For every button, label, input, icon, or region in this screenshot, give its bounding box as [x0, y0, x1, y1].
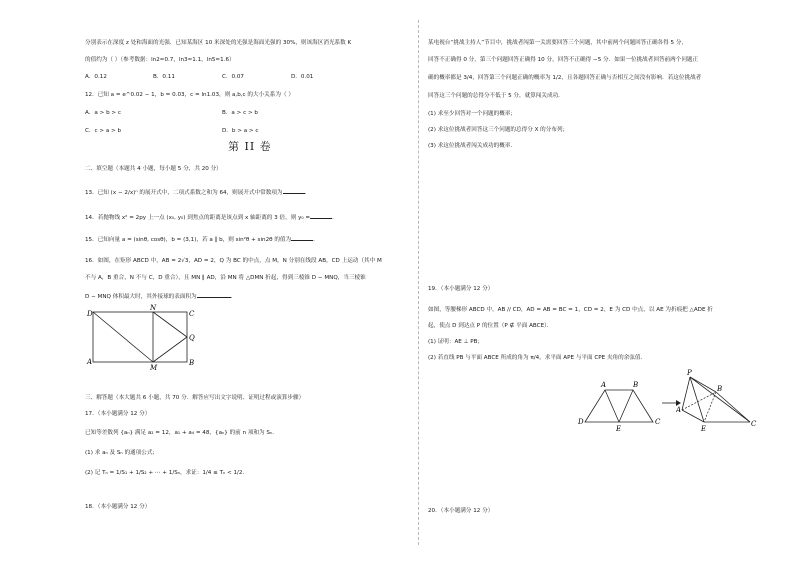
fig2-label-a: A: [601, 381, 607, 389]
q11-line1: 分别表示在深度 z 处和海面的光强．已知某海区 10 米深处的光强是海面光强的 30%，则该海区消光系数 K: [85, 40, 352, 46]
q17-title: 17．（本小题满分 12 分）: [85, 411, 151, 417]
section-three-heading: 三、解答题（本大题共 6 小题，共 70 分．解答应写出文字说明、证明过程或演算步骤）: [85, 395, 305, 401]
q19-title: 19．（本小题满分 12 分）: [428, 286, 494, 292]
fig2-label-c: C: [655, 418, 661, 426]
q16-line3: D − MNQ 体积最大时，其外接球的表面积为 ．: [85, 294, 237, 300]
question-15: 15．已知向量 a = (sinθ, cosθ)，b = (3,1)，若 a ∥ b，则 sin²θ + sin2θ 的值为 ．: [85, 237, 319, 243]
fig1-label-b: B: [189, 359, 195, 367]
q11-line2: 的值约为（ ）（参考数据：ln2≈0.7，ln3≈1.1，ln5≈1.6）: [85, 57, 235, 63]
fig3-label-b: B: [717, 385, 723, 393]
q18-title: 18．（本小题满分 12 分）: [85, 504, 151, 510]
q18-intro-line4: 回答这三个问题的总得分不低于 5 分，就算闯关成功．: [428, 93, 564, 99]
q17-part2: (2) 记 Tₙ = 1/S₁ + 1/S₂ + ⋯ + 1/Sₙ，求证：1/4 ≤ Tₙ < 1/2．: [85, 470, 249, 476]
trapezoid-figure: [573, 372, 663, 434]
q19-part2: (2) 若直线 PB 与平面 ABCE 所成的角为 π/4，求平面 APE 与平面 CPE 夹角的余弦值．: [428, 355, 647, 361]
q18-intro-line2: 回答不正确得 0 分，第三个问题回答正确得 10 分，回答不正确得 −5 分．如果一位挑战者回答前两个问题正: [428, 57, 699, 63]
q18-part3: (3) 求这位挑战者闯关成功的概率．: [428, 143, 517, 149]
q18-part1: (1) 求至少回答对一个问题的概率；: [428, 111, 517, 117]
part-two-title: 第 II 卷: [228, 140, 272, 153]
fig1-label-q: Q: [189, 334, 195, 342]
q18-intro-line3: 确的概率都是 3/4，回答第三个问题正确的概率为 1/2，且各题回答正确与否相互之间没有影响．若这位挑战者: [428, 75, 702, 81]
q12-option-a: A．a > b > c: [85, 110, 121, 116]
q12-option-d: D．b > a > c: [222, 128, 259, 134]
rectangle-fold-figure: [85, 304, 200, 372]
fig2-label-e: E: [616, 425, 622, 433]
q11-option-b: B．0.11: [153, 74, 175, 80]
q16-line1: 16．如图，在矩形 ABCD 中，AB = 2√3，AD = 2，Q 为 BC 的中点，点 M，N 分别在线段 AB，CD 上运动（其中 M: [85, 258, 382, 264]
fig1-label-a: A: [87, 358, 93, 366]
q18-part2: (2) 求这位挑战者回答这三个问题的总得分 X 的分布列；: [428, 127, 569, 133]
question-14: 14．若抛物线 x² = 2py 上一点 (x₀, y₀) 到焦点的距离是该点到 x 轴距离的 3 倍，则 y₀ = ．: [85, 215, 338, 221]
fig1-label-d: D: [87, 310, 93, 318]
fig1-label-c: C: [189, 310, 195, 318]
q17-part1: (1) 求 aₙ 及 Sₙ 的通项公式；: [85, 450, 159, 456]
q11-option-a: A．0.12: [85, 74, 107, 80]
q11-option-c: C．0.07: [222, 74, 244, 80]
fig3-label-a: A: [676, 406, 682, 414]
column-divider: [418, 20, 419, 545]
section-two-heading: 二、填空题（本题共 4 小题，每小题 5 分，共 20 分）: [85, 166, 222, 172]
fig3-label-e: E: [701, 425, 707, 433]
fig3-label-p: P: [687, 369, 692, 377]
fig2-label-d: D: [578, 418, 584, 426]
q18-intro-line1: 某电视台“挑战主持人”节目中，挑战者闯第一关需要回答三个问题，其中前两个问题回答正确各得 5 分，: [428, 40, 688, 46]
q19-line2: 起，使点 D 到达点 P 的位置（P ∉ 平面 ABCE）．: [428, 323, 553, 329]
q12-option-b: B．a > c > b: [222, 110, 258, 116]
fig3-label-c: C: [751, 420, 757, 428]
q20-title: 20．（本小题满分 12 分）: [428, 508, 494, 514]
right-column: [428, 0, 758, 562]
q17-line1: 已知等差数列 {aₙ} 满足 a₂ = 12，a₁ + a₄ = 48，{aₙ} 的前 n 项和为 Sₙ．: [85, 430, 278, 436]
fig1-label-n: N: [150, 304, 157, 312]
q19-part1: (1) 证明：AE ⊥ PB；: [428, 339, 484, 345]
q19-line1: 如图，等腰梯形 ABCD 中，AB // CD，AD = AB = BC = 1，CD = 2，E 为 CD 中点，以 AE 为折痕把 △ADE 折: [428, 307, 713, 313]
q11-option-d: D．0.01: [291, 74, 314, 80]
q12-line1: 12．已知 a = e^0.02 − 1，b = 0.03，c = ln1.03，则 a,b,c 的大小关系为（ ）: [85, 92, 294, 98]
left-column: [85, 0, 410, 562]
fig1-label-m: M: [150, 364, 158, 372]
question-13: 13．已知 (x − 2/x)ⁿ 的展开式中，二项式系数之和为 64，则展开式中常数项为 ．: [85, 190, 311, 196]
q16-line2: 不与 A，B 重合，N 不与 C，D 重合），且 MN ∥ AD，沿 MN 将 △DMN 折起，得到三棱锥 D − MNQ，当三棱锥: [85, 275, 366, 281]
q12-option-c: C．c > a > b: [85, 128, 122, 134]
fig2-label-b: B: [633, 381, 639, 389]
folded-pyramid-figure: [676, 368, 758, 438]
